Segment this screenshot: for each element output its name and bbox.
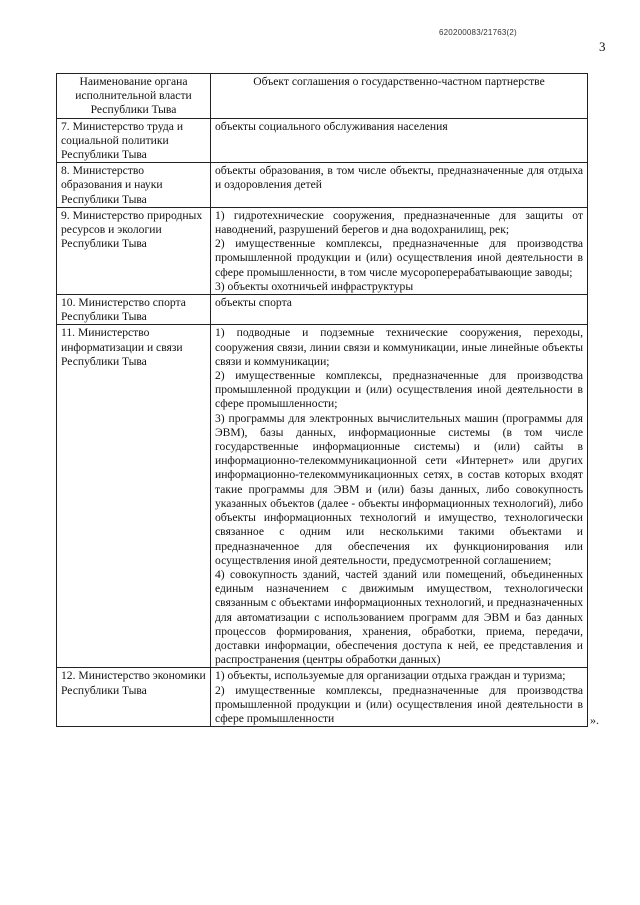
table-header-row bbox=[57, 74, 588, 119]
header-organ: Наименование органа исполнительной власти Республики Тыва bbox=[57, 74, 211, 119]
organ-cell: 7. Министерство труда и социальной политики Республики Тыва bbox=[57, 118, 211, 163]
table-row bbox=[57, 163, 588, 208]
table-row bbox=[57, 118, 588, 163]
object-cell bbox=[211, 163, 588, 208]
object-item: 2) имущественные комплексы, предназначенные для производства промышленной продукции и (или) осуществления иной деятельности в сфере промышленности, в том числе мусороперерабатывающие заводы; bbox=[215, 237, 583, 279]
object-item: 4) совокупность зданий, частей зданий или помещений, объединенных единым назначением с движимым имуществом, технологически связанным с объектами информационных технологий, и предназначенных для автоматизации с использованием программ для ЭВМ и баз данных процессов формирования, хранения, обработки, приема, передачи, доставки информации, обеспечения доступа к ней, ее представления и распространения (центры обработки данных) bbox=[215, 567, 583, 667]
object-cell bbox=[211, 325, 588, 668]
organ-cell: 10. Министерство спорта Республики Тыва bbox=[57, 295, 211, 325]
organ-cell: 11. Министерство информатизации и связи Республики Тыва bbox=[57, 325, 211, 668]
object-item: 2) имущественные комплексы, предназначенные для производства промышленной продукции и (или) осуществления иной деятельности в сфере промышленности bbox=[215, 683, 583, 725]
header-object: Объект соглашения о государственно-частном партнерстве bbox=[211, 74, 588, 119]
object-item: 3) объекты охотничьей инфраструктуры bbox=[215, 279, 414, 293]
table-row bbox=[57, 668, 588, 727]
object-item: объекты спорта bbox=[215, 296, 292, 310]
page-number: 3 bbox=[599, 39, 606, 54]
object-item: 2) имущественные комплексы, предназначенные для производства промышленной продукции и (или) осуществления иной деятельности в сфере промышленности; bbox=[215, 369, 583, 411]
ppp-objects-table bbox=[56, 73, 588, 727]
organ-cell: 12. Министерство экономики Республики Тыва bbox=[57, 668, 211, 727]
table-row bbox=[57, 295, 588, 325]
organ-cell: 9. Министерство природных ресурсов и экологии Республики Тыва bbox=[57, 207, 211, 294]
object-cell bbox=[211, 118, 588, 163]
object-item: объекты социального обслуживания населения bbox=[215, 119, 448, 133]
object-cell bbox=[211, 207, 588, 294]
table-row bbox=[57, 325, 588, 668]
closing-quote: ». bbox=[590, 713, 599, 728]
table-row bbox=[57, 207, 588, 294]
object-cell bbox=[211, 668, 588, 727]
document-number: 620200083/21763(2) bbox=[439, 28, 517, 37]
object-cell bbox=[211, 295, 588, 325]
object-item: 3) программы для электронных вычислительных машин (программы для ЭВМ), базы данных, информационные системы (в том числе государственные информационные системы) и (или) сайты в информационно-телекоммуникационной сети «Интернет» или других информационно-телекоммуникационных сетях, в состав которых входят такие программы для ЭВМ и (или) базы данных, либо совокупность указанных объектов (далее - объекты информационных технологий), либо объекты информационных технологий и имущество, технологически связанное с одним или несколькими такими объектами и предназначенное для обеспечения их функционирования или осуществления иной деятельности, предусмотренной соглашением; bbox=[215, 411, 583, 567]
object-item: 1) объекты, используемые для организации отдыха граждан и туризма; bbox=[215, 669, 566, 683]
organ-cell: 8. Министерство образования и науки Республики Тыва bbox=[57, 163, 211, 208]
object-item: 1) подводные и подземные технические сооружения, переходы, сооружения связи, линии связи и коммуникации, иные линейные объекты связи и коммуникации; bbox=[215, 326, 583, 368]
object-item: объекты образования, в том числе объекты, предназначенные для отдыха и оздоровления детей bbox=[215, 164, 583, 192]
object-item: 1) гидротехнические сооружения, предназначенные для защиты от наводнений, разрушений берегов и дна водохранилищ, рек; bbox=[215, 208, 583, 237]
